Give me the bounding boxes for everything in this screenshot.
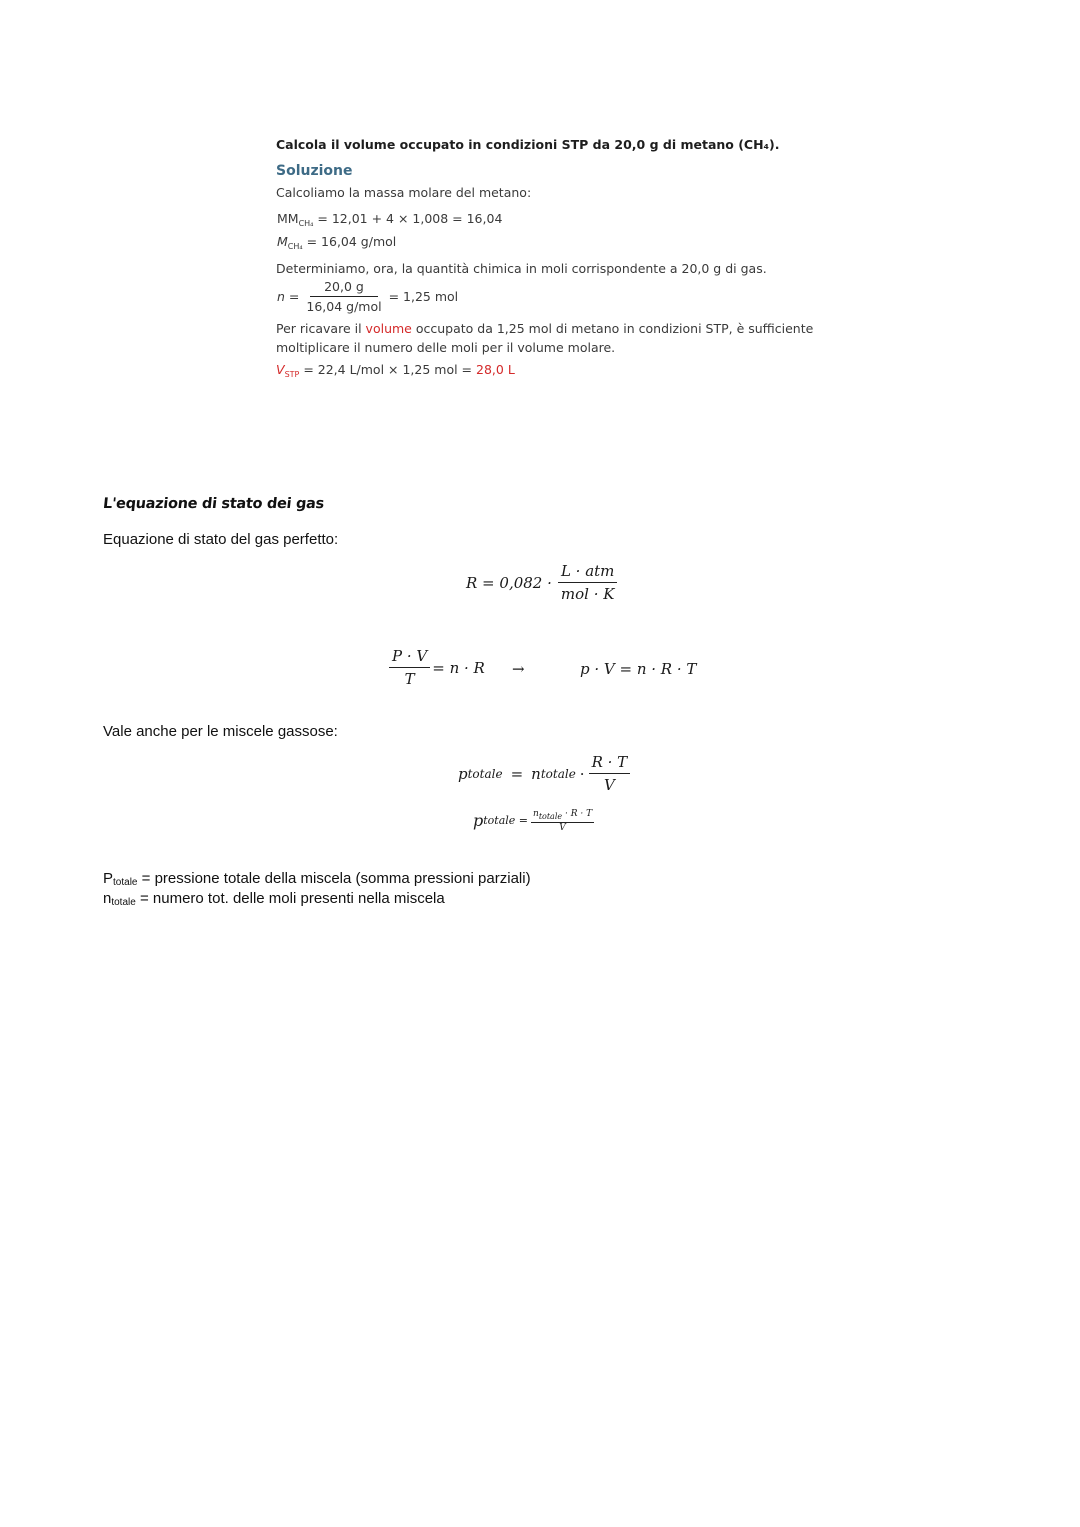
mixture-equation-small: p totale = $\frac{n_{totale} \cdot R \cdot T}{V}$: [473, 809, 593, 833]
pv-over-t-fraction: $\frac{P \cdot V}{T}$: [389, 647, 430, 688]
definition-p-totale: $P_{totale}$ = pressione totale della miscela (somma pressioni parziali): [103, 870, 531, 888]
result-value: 28,0 L: [476, 362, 515, 377]
n-fraction: $\frac{20,0 g}{\text{16,04 g/mol}}$: [306, 279, 382, 314]
mixture-intro: Vale anche per le miscele gassose:: [103, 723, 338, 740]
mixture-equation: p totale = n totale · $\frac{R \cdot T}{V}$: [458, 753, 630, 794]
step-molar-mass: Calcoliamo la massa molare del metano:: [276, 185, 532, 200]
section-title: L'equazione di stato dei gas: [102, 496, 325, 512]
result-equation: $V_{STP} = 22,4$ L/mol × 1,25 mol = 28,0 L: [276, 362, 515, 379]
r-fraction: $\frac{\text{L · atm}}{\text{mol · K}}$: [558, 562, 618, 603]
n-equation: n = $\frac{20,0 g}{\text{16,04 g/mol}}$ = 1,25 mol: [277, 279, 459, 314]
example-question: Calcola il volume occupato in condizioni STP da 20,0 g di metano (CH₄).: [276, 137, 780, 152]
gas-law-equation: p · V = n · R · T: [580, 660, 697, 678]
small-fraction: $\frac{n_{totale} \cdot R \cdot T}{V}$: [533, 809, 593, 833]
gas-law-fraction-form: $\frac{P \cdot V}{T}$ = n · R: [389, 647, 485, 688]
mm-equation: $MM_{CH_4} = 12,01 + 4 \times 1,008 = 16,04$: [277, 211, 503, 228]
step-volume-line1: Per ricavare il volume occupato da 1,25 mol di metano in condizioni STP, è sufficiente: [276, 321, 814, 336]
step-moles: Determiniamo, ora, la quantità chimica in moli corrispondente a 20,0 g di gas.: [276, 261, 767, 276]
definition-n-totale: $n_{totale}$ = numero tot. delle moli presenti nella miscela: [103, 890, 445, 908]
rt-over-v-fraction: $\frac{R \cdot T}{V}$: [589, 753, 631, 794]
r-constant-equation: R = 0,082 · $\frac{\text{L · atm}}{\text{mol · K}}$: [466, 562, 617, 603]
arrow-icon: →: [512, 660, 525, 678]
ideal-gas-intro: Equazione di stato del gas perfetto:: [103, 531, 339, 548]
solution-heading: Soluzione: [276, 163, 353, 179]
step-volume-line2: moltiplicare il numero delle moli per il volume molare.: [276, 340, 616, 355]
m-equation: $M_{CH_4} = 16,04$ g/mol: [277, 234, 397, 251]
